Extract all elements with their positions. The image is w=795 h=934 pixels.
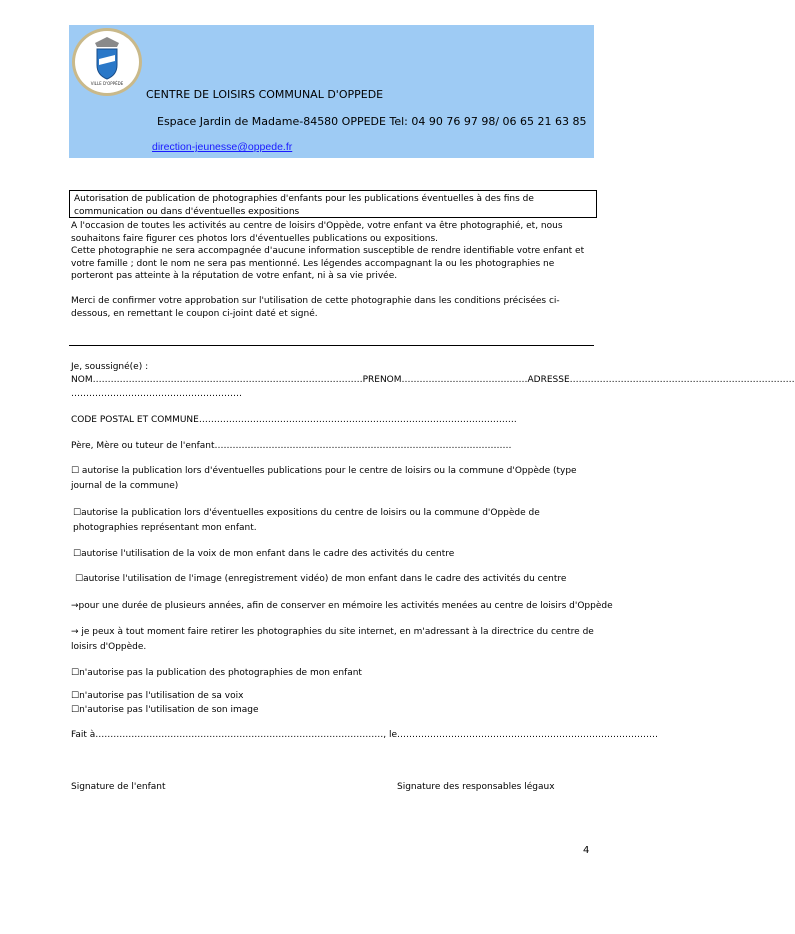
option-voice-checkbox[interactable]: ☐autorise l'utilisation de la voix de mon enfant dans le cadre des activités du centre [73, 549, 455, 559]
center-address: Espace Jardin de Madame-84580 OPPEDE Tel: 04 90 76 97 98/ 06 65 21 63 85 [157, 115, 587, 128]
refuse-publication-checkbox[interactable]: ☐n'autorise pas la publication des photographies de mon enfant [71, 668, 362, 678]
name-field-line[interactable]: NOM………………………………………………………………………………PRENOM……………………………………ADRESSE………………………………………………………………… [71, 375, 795, 385]
email-link[interactable]: direction-jeunesse@oppede.fr [152, 141, 293, 153]
child-signature-label: Signature de l'enfant [71, 782, 166, 792]
option-exhibition-checkbox[interactable]: ☐autorise la publication lors d'éventuelles expositions du centre de loisirs ou la commune d'Oppède de photographies représentant mon enfant. [73, 508, 540, 533]
parents-signature-label: Signature des responsables légaux [397, 782, 555, 792]
option-publication-checkbox[interactable]: ☐ autorise la publication lors d'éventuelles publications pour le centre de loisirs ou la commune d'Oppède (type journal de la commune) [71, 466, 577, 491]
postal-code-field[interactable]: CODE POSTAL ET COMMUNE……………………………………………………………………………………………. [71, 415, 517, 425]
town-logo [72, 28, 142, 96]
parent-field[interactable]: Père, Mère ou tuteur de l'enfant……………………………………………………………………………………… [71, 441, 512, 451]
option-video-checkbox[interactable]: ☐autorise l'utilisation de l'image (enregistrement vidéo) de mon enfant dans le cadre des activités du centre [75, 574, 567, 584]
page-number: 4 [583, 845, 590, 856]
place-date-field[interactable]: Fait à……………………………………………………………………………………, le…………………………………………………………………………… [71, 730, 659, 740]
privacy-paragraph: Cette photographie ne sera accompagnée d'aucune information susceptible de rendre identifiable votre enfant et votre famille ; dont le nom ne sera pas mentionné. Les légendes accompagnant la ou les photographies ne porteront pas atteinte à la réputation de votre enfant, ni à sa vie privée. [71, 246, 585, 281]
section-divider [69, 345, 594, 346]
confirm-paragraph: Merci de confirmer votre approbation sur l'utilisation de cette photographie dans les conditions précisées ci-dessous, en remettant le coupon ci-joint daté et signé. [71, 296, 560, 319]
refuse-voice-checkbox[interactable]: ☐n'autorise pas l'utilisation de sa voix [71, 691, 244, 701]
duration-note: →pour une durée de plusieurs années, afin de conserver en mémoire les activités menées au centre de loisirs d'Oppède [71, 601, 613, 611]
center-title: CENTRE DE LOISIRS COMMUNAL D'OPPEDE [146, 88, 384, 101]
form-intro: Je, soussigné(e) : [71, 362, 149, 372]
withdrawal-note: → je peux à tout moment faire retirer les photographies du site internet, en m'adressant à la directrice du centre de loisirs d'Oppède. [71, 627, 594, 652]
intro-paragraph: A l'occasion de toutes les activités au centre de loisirs d'Oppède, votre enfant va être photographié, et, nous souhaitons faire figurer ces photos lors d'éventuelles publications ou expositions. [71, 221, 563, 244]
name-field-line-2[interactable]: ………………………………………………… [71, 389, 242, 399]
notice-box [69, 190, 597, 218]
logo-label: VILLE D'OPPÈDE [90, 81, 124, 86]
refuse-image-checkbox[interactable]: ☐n'autorise pas l'utilisation de son image [71, 705, 259, 715]
notice-box-text: Autorisation de publication de photographies d'enfants pour les publications éventuelles à des fins de communication ou dans d'éventuelles expositions [74, 194, 534, 217]
coat-of-arms-icon [75, 31, 139, 93]
